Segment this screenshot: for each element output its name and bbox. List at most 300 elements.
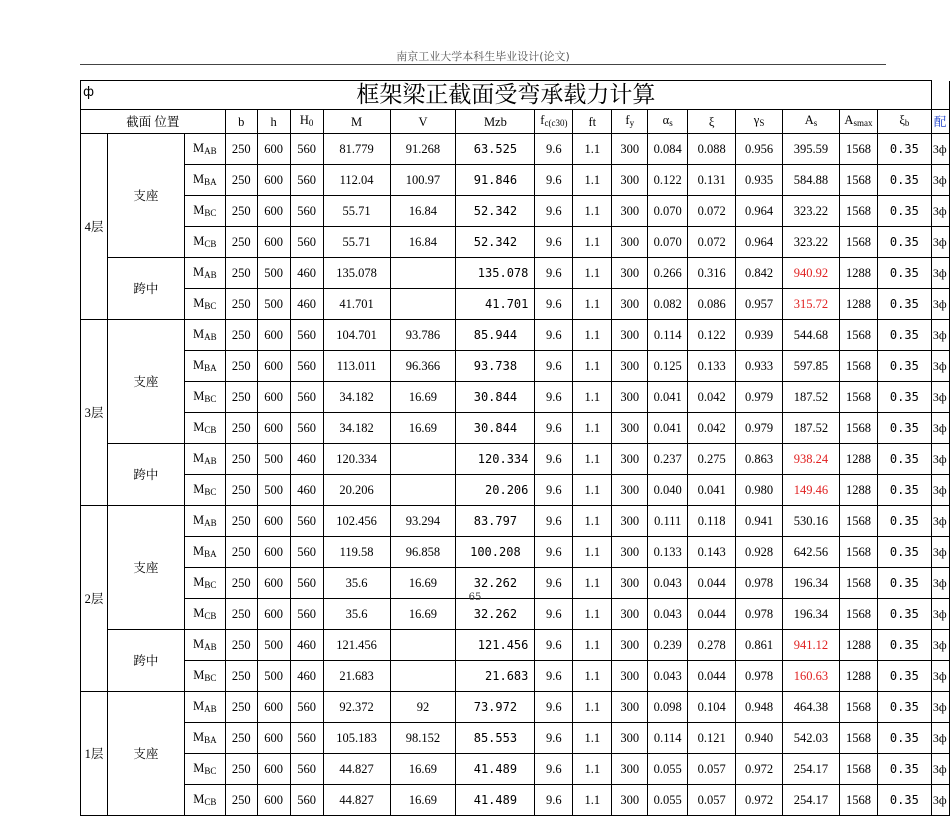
cell-alpha-s: 0.239 <box>648 630 688 661</box>
table-title: 框架梁正截面受弯承载力计算 <box>356 82 656 108</box>
cell-xi-b: 0.35 <box>877 506 931 537</box>
table-row <box>81 413 950 444</box>
cell-h0: 560 <box>290 196 323 227</box>
cell-xi-b: 0.35 <box>877 475 931 506</box>
header-xi-b: $\xi_b$ <box>877 110 931 134</box>
cell-cut: 3ф <box>931 475 949 506</box>
table-row <box>81 227 950 258</box>
cell-v <box>390 661 456 692</box>
cell-b: 250 <box>225 785 257 816</box>
moment-subscript: CB <box>204 796 217 807</box>
cell-gamma-s: 0.957 <box>736 289 783 320</box>
page-header: 南京工业大学本科生毕业设计(论文) <box>396 50 570 63</box>
cell-alpha-s: 0.122 <box>648 165 688 196</box>
cell-xi: 0.044 <box>688 661 736 692</box>
cell-fy: 300 <box>612 630 648 661</box>
moment-subscript: AB <box>204 145 217 156</box>
cell-cut: 3ф <box>931 568 949 599</box>
header-cut: 配 <box>931 110 949 134</box>
cell-as: 584.88 <box>783 165 840 196</box>
cell-asmax: 1568 <box>839 351 877 382</box>
cell-h: 600 <box>257 754 290 785</box>
cell-xi-b: 0.35 <box>877 661 931 692</box>
cell-cut: 3ф <box>931 134 949 165</box>
cell-fc: 9.6 <box>535 506 573 537</box>
moment-subscript: BC <box>204 672 217 683</box>
moment-symbol: M <box>193 481 205 496</box>
cell-as: 938.24 <box>783 444 840 475</box>
header-fy: $f_y$ <box>612 110 648 134</box>
floor-label: 3层 <box>81 320 108 506</box>
cell-v: 16.69 <box>390 785 456 816</box>
moment-id-cell <box>184 165 225 196</box>
moment-symbol: M <box>192 450 205 465</box>
cell-fy: 300 <box>612 661 648 692</box>
cell-v: 16.69 <box>390 754 456 785</box>
cell-cut: 3ф <box>931 413 949 444</box>
moment-symbol: M <box>192 171 205 186</box>
cell-b: 250 <box>225 196 257 227</box>
cell-fy: 300 <box>612 320 648 351</box>
moment-subscript: BC <box>204 765 217 776</box>
cell-ft: 1.1 <box>573 475 612 506</box>
cell-m: 104.701 <box>323 320 390 351</box>
cell-h0: 560 <box>290 537 323 568</box>
cell-xi: 0.122 <box>688 320 736 351</box>
position-label: 跨中 <box>107 630 184 692</box>
position-label: 支座 <box>107 134 184 258</box>
cell-v: 93.294 <box>390 506 456 537</box>
table-row <box>81 289 950 320</box>
table-row <box>81 723 950 754</box>
cell-fy: 300 <box>612 785 648 816</box>
cell-v: 16.69 <box>390 382 456 413</box>
cell-mzb: 63.525 <box>456 134 535 165</box>
cell-gamma-s: 0.972 <box>736 754 783 785</box>
cell-fy: 300 <box>612 289 648 320</box>
cell-m: 102.456 <box>323 506 390 537</box>
cell-as: 642.56 <box>783 537 840 568</box>
cell-b: 250 <box>225 537 257 568</box>
cell-cut: 3ф <box>931 351 949 382</box>
cell-h0: 560 <box>290 165 323 196</box>
cell-gamma-s: 0.940 <box>736 723 783 754</box>
header-b: b <box>225 110 257 134</box>
cell-fy: 300 <box>612 165 648 196</box>
cell-fy: 300 <box>612 692 648 723</box>
cell-xi-b: 0.35 <box>877 785 931 816</box>
cell-mzb: 93.738 <box>456 351 535 382</box>
cell-mzb: 135.078 <box>456 258 535 289</box>
cell-fc: 9.6 <box>535 289 573 320</box>
header-section-position: 截面 位置 <box>81 110 226 134</box>
cell-ft: 1.1 <box>573 630 612 661</box>
table-row <box>81 351 950 382</box>
cell-xi: 0.121 <box>688 723 736 754</box>
cell-h: 600 <box>257 506 290 537</box>
cell-h0: 560 <box>290 227 323 258</box>
cell-mzb: 30.844 <box>456 382 535 413</box>
moment-subscript: AB <box>204 331 217 342</box>
moment-symbol: M <box>192 357 205 372</box>
cell-xi: 0.088 <box>688 134 736 165</box>
moment-subscript: CB <box>204 610 217 621</box>
cell-fc: 9.6 <box>535 599 573 630</box>
cell-asmax: 1568 <box>839 692 877 723</box>
cell-fc: 9.6 <box>535 196 573 227</box>
header-fc: $f_{c(c30)}$ <box>535 110 573 134</box>
cell-m: 35.6 <box>323 568 390 599</box>
cell-h: 600 <box>257 537 290 568</box>
cell-fc: 9.6 <box>535 723 573 754</box>
cell-xi-b: 0.35 <box>877 568 931 599</box>
cell-xi: 0.072 <box>688 227 736 258</box>
cell-alpha-s: 0.084 <box>648 134 688 165</box>
cell-v <box>390 630 456 661</box>
cell-mzb: 73.972 <box>456 692 535 723</box>
cell-h0: 560 <box>290 413 323 444</box>
cell-asmax: 1568 <box>839 134 877 165</box>
moment-subscript: AB <box>204 641 217 652</box>
moment-symbol: M <box>192 326 205 341</box>
cell-mzb: 41.489 <box>456 754 535 785</box>
cell-h: 600 <box>257 382 290 413</box>
cell-cut: 3ф <box>931 506 949 537</box>
cell-v: 16.69 <box>390 568 456 599</box>
cell-ft: 1.1 <box>573 413 612 444</box>
cell-xi: 0.275 <box>688 444 736 475</box>
floor-label: 1层 <box>81 692 108 816</box>
moment-symbol: M <box>193 233 205 248</box>
table-row <box>81 196 950 227</box>
cell-b: 250 <box>225 413 257 444</box>
cell-cut: 3ф <box>931 599 949 630</box>
cell-as: 597.85 <box>783 351 840 382</box>
cell-asmax: 1568 <box>839 599 877 630</box>
cell-v <box>390 444 456 475</box>
table-row <box>81 444 950 475</box>
cell-gamma-s: 0.956 <box>736 134 783 165</box>
cell-fy: 300 <box>612 506 648 537</box>
cell-xi: 0.041 <box>688 475 736 506</box>
cell-v <box>390 475 456 506</box>
cell-xi-b: 0.35 <box>877 351 931 382</box>
cell-xi-b: 0.35 <box>877 134 931 165</box>
cell-m: 113.011 <box>323 351 390 382</box>
cell-as: 323.22 <box>783 196 840 227</box>
cell-asmax: 1288 <box>839 475 877 506</box>
cell-cut: 3ф <box>931 289 949 320</box>
cell-gamma-s: 0.979 <box>736 413 783 444</box>
moment-id-cell <box>184 630 225 661</box>
cell-xi-b: 0.35 <box>877 196 931 227</box>
cell-fc: 9.6 <box>535 320 573 351</box>
cell-cut: 3ф <box>931 320 949 351</box>
cell-mzb: 85.553 <box>456 723 535 754</box>
cell-asmax: 1568 <box>839 165 877 196</box>
cell-asmax: 1568 <box>839 506 877 537</box>
cell-h0: 560 <box>290 382 323 413</box>
cell-h0: 460 <box>290 289 323 320</box>
table-row <box>81 475 950 506</box>
cell-as: 187.52 <box>783 413 840 444</box>
moment-id-cell <box>184 506 225 537</box>
cell-gamma-s: 0.863 <box>736 444 783 475</box>
cell-asmax: 1568 <box>839 196 877 227</box>
cell-xi: 0.042 <box>688 382 736 413</box>
cell-h0: 460 <box>290 258 323 289</box>
cell-asmax: 1568 <box>839 785 877 816</box>
cell-ft: 1.1 <box>573 289 612 320</box>
cell-gamma-s: 0.861 <box>736 630 783 661</box>
cell-ft: 1.1 <box>573 785 612 816</box>
header-gamma-s: $\gamma_S$ <box>736 110 783 134</box>
cell-h: 600 <box>257 785 290 816</box>
cell-asmax: 1568 <box>839 227 877 258</box>
cell-mzb: 120.334 <box>456 444 535 475</box>
cell-gamma-s: 0.842 <box>736 258 783 289</box>
moment-symbol: M <box>193 605 205 620</box>
cell-ft: 1.1 <box>573 537 612 568</box>
cell-ft: 1.1 <box>573 258 612 289</box>
cell-cut: 3ф <box>931 382 949 413</box>
cell-alpha-s: 0.043 <box>648 599 688 630</box>
cell-fc: 9.6 <box>535 692 573 723</box>
moment-subscript: AB <box>204 517 217 528</box>
cell-m: 35.6 <box>323 599 390 630</box>
cell-fc: 9.6 <box>535 568 573 599</box>
cell-fy: 300 <box>612 196 648 227</box>
cell-xi: 0.104 <box>688 692 736 723</box>
moment-subscript: AB <box>204 455 217 466</box>
cell-mzb: 121.456 <box>456 630 535 661</box>
cell-v: 92 <box>390 692 456 723</box>
cell-mzb: 83.797 <box>456 506 535 537</box>
moment-subscript: BA <box>204 548 217 559</box>
moment-id-cell <box>184 289 225 320</box>
cell-h0: 560 <box>290 692 323 723</box>
moment-id-cell <box>184 475 225 506</box>
cell-xi: 0.044 <box>688 599 736 630</box>
cell-b: 250 <box>225 723 257 754</box>
cell-xi-b: 0.35 <box>877 444 931 475</box>
moment-id-cell <box>184 599 225 630</box>
cell-mzb: 52.342 <box>456 196 535 227</box>
cell-b: 250 <box>225 692 257 723</box>
cell-alpha-s: 0.111 <box>648 506 688 537</box>
cell-cut: 3ф <box>931 661 949 692</box>
cell-v: 98.152 <box>390 723 456 754</box>
moment-subscript: AB <box>204 703 217 714</box>
cell-as: 196.34 <box>783 568 840 599</box>
cell-asmax: 1288 <box>839 661 877 692</box>
table-row <box>81 785 950 816</box>
cell-ft: 1.1 <box>573 568 612 599</box>
cell-gamma-s: 0.933 <box>736 351 783 382</box>
cell-h: 500 <box>257 444 290 475</box>
cell-m: 20.206 <box>323 475 390 506</box>
cell-gamma-s: 0.964 <box>736 196 783 227</box>
moment-symbol: M <box>193 574 205 589</box>
cell-ft: 1.1 <box>573 227 612 258</box>
cell-fc: 9.6 <box>535 754 573 785</box>
header-asmax: $A_{smax}$ <box>839 110 877 134</box>
cell-h: 600 <box>257 165 290 196</box>
cell-xi-b: 0.35 <box>877 289 931 320</box>
cell-b: 250 <box>225 568 257 599</box>
position-label: 支座 <box>107 692 184 816</box>
moment-symbol: M <box>193 667 205 682</box>
cell-xi-b: 0.35 <box>877 599 931 630</box>
cell-xi: 0.133 <box>688 351 736 382</box>
cell-h: 600 <box>257 134 290 165</box>
cell-b: 250 <box>225 351 257 382</box>
header-as: $A_s$ <box>783 110 840 134</box>
cell-m: 21.683 <box>323 661 390 692</box>
cell-xi: 0.118 <box>688 506 736 537</box>
header-xi: ξ <box>688 110 736 134</box>
moment-symbol: M <box>193 388 205 403</box>
moment-subscript: BC <box>204 393 217 404</box>
cell-h0: 560 <box>290 134 323 165</box>
cell-cut: 3ф <box>931 444 949 475</box>
cell-cut: 3ф <box>931 754 949 785</box>
moment-symbol: M <box>192 636 205 651</box>
cell-b: 250 <box>225 320 257 351</box>
cell-fy: 300 <box>612 444 648 475</box>
cell-alpha-s: 0.043 <box>648 661 688 692</box>
cell-xi: 0.278 <box>688 630 736 661</box>
moment-subscript: BA <box>204 734 217 745</box>
cell-h: 500 <box>257 661 290 692</box>
cell-h: 600 <box>257 196 290 227</box>
moment-id-cell <box>184 444 225 475</box>
cell-b: 250 <box>225 165 257 196</box>
cell-ft: 1.1 <box>573 599 612 630</box>
cell-fy: 300 <box>612 382 648 413</box>
cell-b: 250 <box>225 506 257 537</box>
cell-asmax: 1288 <box>839 289 877 320</box>
cell-ft: 1.1 <box>573 382 612 413</box>
cell-m: 41.701 <box>323 289 390 320</box>
moment-id-cell <box>184 196 225 227</box>
moment-id-cell <box>184 320 225 351</box>
cell-gamma-s: 0.978 <box>736 568 783 599</box>
cell-alpha-s: 0.043 <box>648 568 688 599</box>
cell-xi-b: 0.35 <box>877 320 931 351</box>
cell-mzb: 52.342 <box>456 227 535 258</box>
cell-gamma-s: 0.980 <box>736 475 783 506</box>
cell-v: 93.786 <box>390 320 456 351</box>
title-row <box>81 81 950 110</box>
cell-v: 91.268 <box>390 134 456 165</box>
cell-h: 600 <box>257 320 290 351</box>
page-number: 65 <box>468 592 482 603</box>
cell-fc: 9.6 <box>535 227 573 258</box>
cell-mzb: 20.206 <box>456 475 535 506</box>
cell-h: 500 <box>257 289 290 320</box>
cell-h: 500 <box>257 630 290 661</box>
cell-h: 500 <box>257 258 290 289</box>
cell-fc: 9.6 <box>535 475 573 506</box>
moment-symbol: M <box>192 729 205 744</box>
cell-fc: 9.6 <box>535 413 573 444</box>
cell-h: 600 <box>257 413 290 444</box>
cell-ft: 1.1 <box>573 320 612 351</box>
table-row <box>81 630 950 661</box>
cell-fy: 300 <box>612 227 648 258</box>
moment-subscript: BC <box>204 486 217 497</box>
moment-id-cell <box>184 134 225 165</box>
cell-gamma-s: 0.964 <box>736 227 783 258</box>
cell-v: 16.84 <box>390 196 456 227</box>
cell-fy: 300 <box>612 754 648 785</box>
moment-subscript: BA <box>204 176 217 187</box>
moment-symbol: M <box>192 140 205 155</box>
phi-mark: ф <box>83 85 95 100</box>
table-row <box>81 692 950 723</box>
cell-mzb: 30.844 <box>456 413 535 444</box>
cell-b: 250 <box>225 754 257 785</box>
cell-gamma-s: 0.972 <box>736 785 783 816</box>
cell-v: 16.84 <box>390 227 456 258</box>
cell-cut: 3ф <box>931 258 949 289</box>
moment-id-cell <box>184 661 225 692</box>
cell-ft: 1.1 <box>573 134 612 165</box>
cell-asmax: 1568 <box>839 723 877 754</box>
cell-fy: 300 <box>612 723 648 754</box>
position-label: 支座 <box>107 320 184 444</box>
table-row <box>81 258 950 289</box>
cell-asmax: 1288 <box>839 630 877 661</box>
cell-alpha-s: 0.070 <box>648 227 688 258</box>
cell-m: 55.71 <box>323 227 390 258</box>
position-label: 支座 <box>107 506 184 630</box>
table-row <box>81 134 950 165</box>
cell-alpha-s: 0.082 <box>648 289 688 320</box>
cell-h0: 560 <box>290 568 323 599</box>
cell-b: 250 <box>225 227 257 258</box>
cell-as: 254.17 <box>783 785 840 816</box>
header-h0: $H_0$ <box>290 110 323 134</box>
cell-h: 600 <box>257 723 290 754</box>
cell-fc: 9.6 <box>535 537 573 568</box>
cell-b: 250 <box>225 630 257 661</box>
cell-h: 600 <box>257 351 290 382</box>
header-mzb: Mzb <box>456 110 535 134</box>
cell-alpha-s: 0.266 <box>648 258 688 289</box>
cell-fc: 9.6 <box>535 444 573 475</box>
cell-xi: 0.042 <box>688 413 736 444</box>
cell-alpha-s: 0.055 <box>648 785 688 816</box>
header-m: M <box>323 110 390 134</box>
cell-ft: 1.1 <box>573 754 612 785</box>
cell-fy: 300 <box>612 258 648 289</box>
cell-h: 600 <box>257 227 290 258</box>
floor-label: 2层 <box>81 506 108 692</box>
cell-alpha-s: 0.098 <box>648 692 688 723</box>
cell-h0: 460 <box>290 661 323 692</box>
cell-as: 254.17 <box>783 754 840 785</box>
cell-xi-b: 0.35 <box>877 258 931 289</box>
moment-subscript: AB <box>204 269 217 280</box>
cell-v <box>390 258 456 289</box>
moment-id-cell <box>184 227 225 258</box>
cell-alpha-s: 0.041 <box>648 382 688 413</box>
table-row <box>81 537 950 568</box>
cell-xi: 0.044 <box>688 568 736 599</box>
cell-gamma-s: 0.978 <box>736 661 783 692</box>
